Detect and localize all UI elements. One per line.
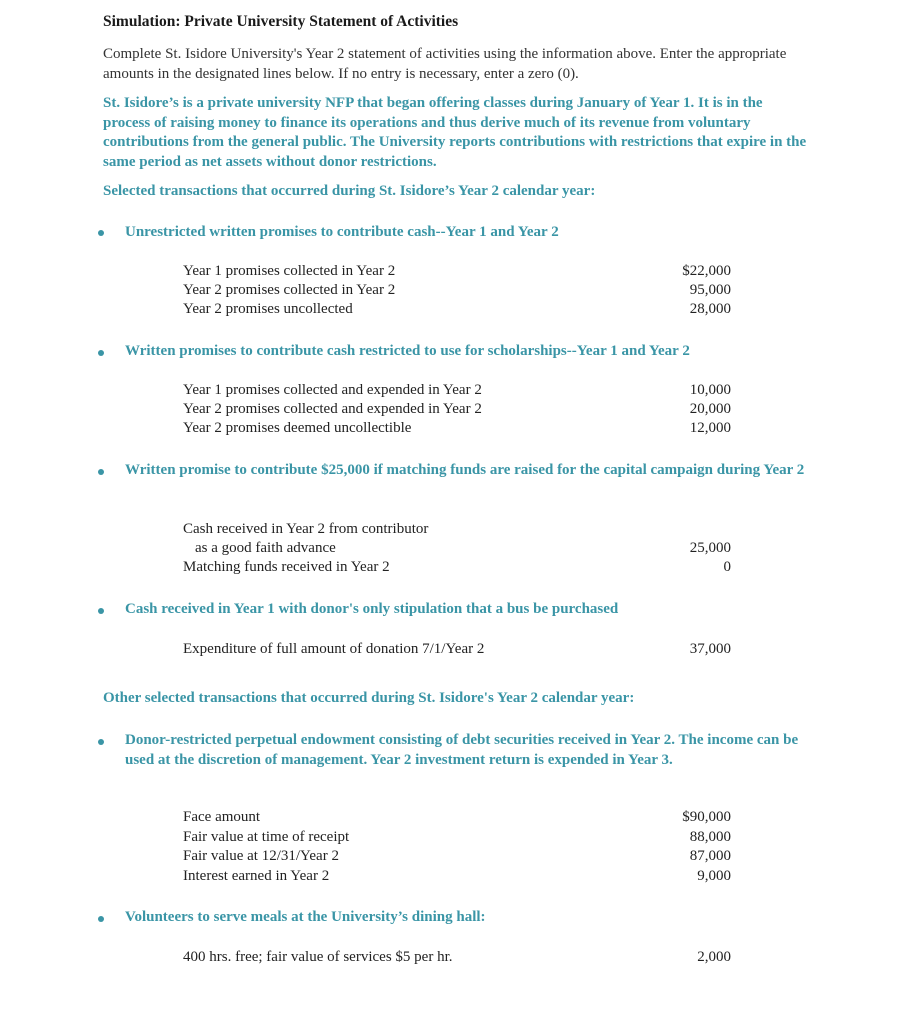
section-heading-scholarships: Written promises to contribute cash restricted to use for scholarships--Year 1 and Year 2 [125, 343, 690, 359]
section-heading-endowment: Donor-restricted perpetual endowment consisting of debt securities received in Year 2. The income can be used at the discretion of management. Year 2 investment return is expended in Year 3. [125, 732, 799, 768]
row-label: Face amount [183, 809, 261, 825]
row-value: 20,000 [689, 401, 731, 417]
row-value: 95,000 [689, 282, 731, 298]
row-label: as a good faith advance [195, 540, 336, 556]
row-value: 87,000 [689, 848, 731, 864]
row-label: Interest earned in Year 2 [183, 868, 330, 884]
row-label: Year 2 promises collected and expended in Year 2 [183, 401, 482, 417]
row-value: 37,000 [689, 641, 731, 657]
row-label: Year 1 promises collected and expended in Year 2 [183, 382, 482, 398]
row-label: Matching funds received in Year 2 [183, 559, 390, 575]
row-label: Fair value at 12/31/Year 2 [183, 848, 339, 864]
row-label: Year 1 promises collected in Year 2 [183, 263, 396, 279]
other-transactions-heading: Other selected transactions that occurred during St. Isidore's Year 2 calendar year: [103, 690, 635, 706]
row-label: Fair value at time of receipt [183, 829, 350, 845]
instructions-text: Complete St. Isidore University's Year 2 statement of activities using the information above. Enter the appropriate amounts in the designated lines below. If no entry is necessary, enter a zero (0). [103, 46, 787, 82]
row-value: 12,000 [689, 420, 731, 436]
section-heading-volunteers: Volunteers to serve meals at the University’s dining hall: [125, 909, 486, 925]
row-value: 88,000 [689, 829, 731, 845]
row-label: Year 2 promises deemed uncollectible [183, 420, 412, 436]
background-paragraph: St. Isidore’s is a private university NFP that began offering classes during January of Year 1. It is in the process of raising money to finance its operations and thus derive much of its revenue from voluntary contributions from the general public. The University reports contributions with restrictions that expire in the same period as net assets without donor restrictions. [103, 95, 807, 170]
row-label: Year 2 promises uncollected [183, 301, 353, 317]
row-value: $90,000 [682, 809, 731, 825]
page-title: Simulation: Private University Statement of Activities [103, 13, 459, 30]
selected-transactions-heading: Selected transactions that occurred during St. Isidore’s Year 2 calendar year: [103, 183, 596, 199]
row-label: Year 2 promises collected in Year 2 [183, 282, 396, 298]
row-label: Expenditure of full amount of donation 7/1/Year 2 [183, 641, 485, 657]
row-value: 10,000 [689, 382, 731, 398]
row-label: Cash received in Year 2 from contributor [183, 521, 429, 537]
section-heading-unrestricted: Unrestricted written promises to contribute cash--Year 1 and Year 2 [125, 224, 559, 240]
bullet-icon [98, 230, 104, 236]
row-value: $22,000 [682, 263, 731, 279]
row-value: 0 [723, 559, 731, 575]
section-heading-matching-promise: Written promise to contribute $25,000 if matching funds are raised for the capital campaign during Year 2 [125, 462, 805, 478]
row-value: 9,000 [697, 868, 731, 884]
section-heading-bus: Cash received in Year 1 with donor's only stipulation that a bus be purchased [125, 601, 619, 617]
bullet-icon [98, 739, 104, 745]
row-value: 25,000 [689, 540, 731, 556]
bullet-icon [98, 350, 104, 356]
bullet-icon [98, 469, 104, 475]
bullet-icon [98, 608, 104, 614]
row-label: 400 hrs. free; fair value of services $5 per hr. [183, 949, 453, 965]
row-value: 28,000 [689, 301, 731, 317]
row-value: 2,000 [697, 949, 731, 965]
bullet-icon [98, 916, 104, 922]
